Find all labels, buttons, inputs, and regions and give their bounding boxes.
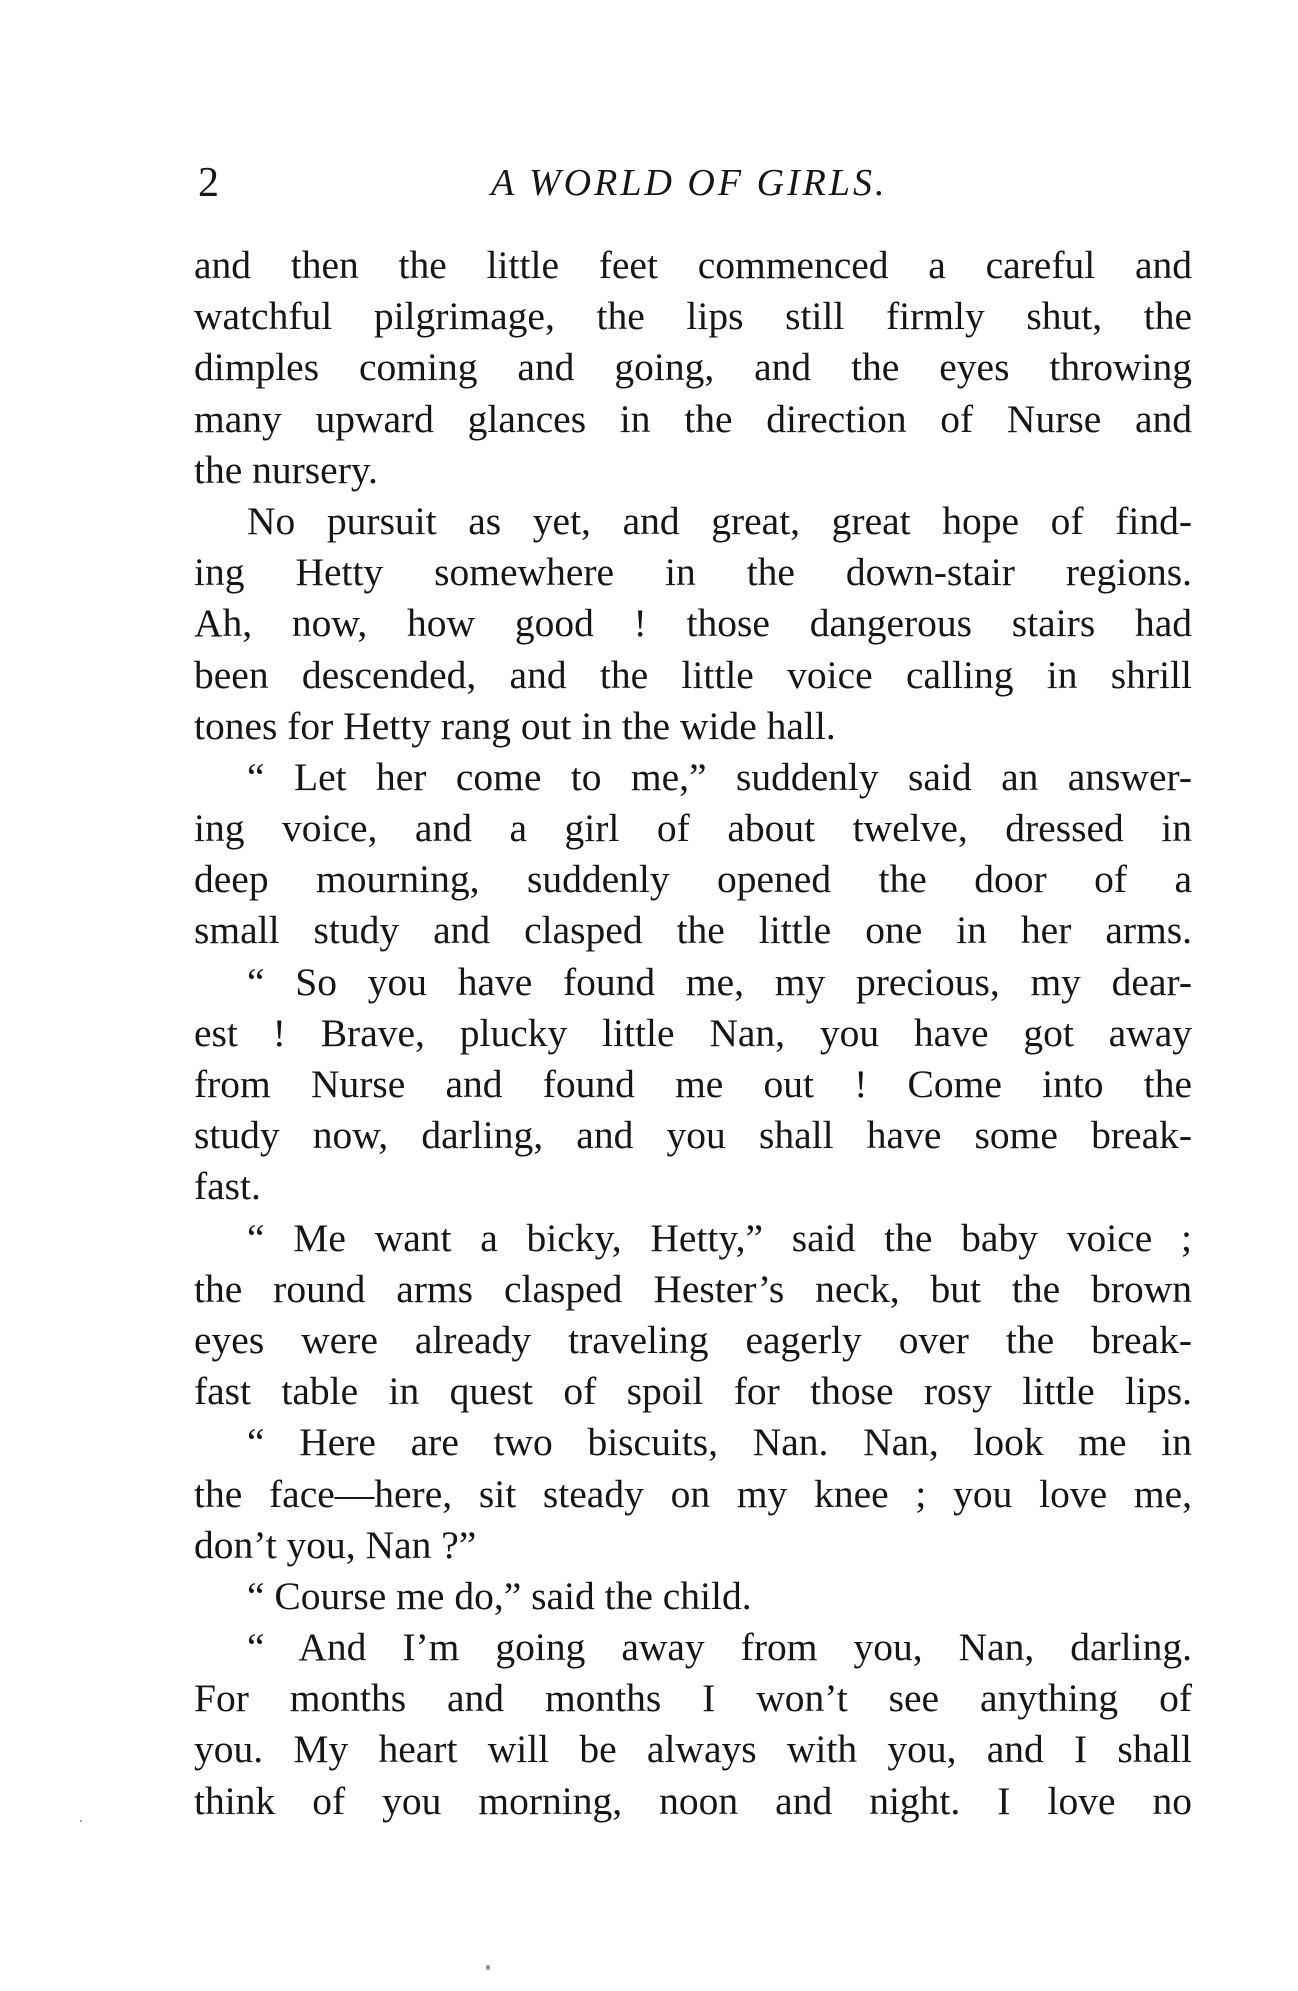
text-line: Ah, now, how good ! those dangerous stairs had: [194, 601, 1192, 646]
text-line: “ Let her come to me,” suddenly said an answer-: [247, 754, 1192, 799]
paper-speck: [486, 1965, 490, 1970]
text-line: est ! Brave, plucky little Nan, you have got away: [194, 1010, 1192, 1055]
text-line: from Nurse and found me out ! Come into the: [194, 1062, 1192, 1106]
text-line: ing Hetty somewhere in the down-stair regions.: [194, 550, 1192, 595]
page-header: [198, 158, 1198, 208]
text-line: the nursery.: [194, 447, 378, 492]
text-line: dimples coming and going, and the eyes throwing: [194, 345, 1192, 390]
text-line: “ So you have found me, my precious, my dear-: [247, 959, 1192, 1004]
text-line: and then the little feet commenced a careful and: [194, 243, 1192, 287]
text-line: For months and months I won’t see anything of: [194, 1676, 1192, 1721]
running-title: A WORLD OF GIRLS.: [491, 162, 888, 204]
text-line: fast.: [194, 1164, 261, 1209]
text-line: “ Me want a bicky, Hetty,” said the baby voice ;: [247, 1215, 1192, 1260]
text-line: many upward glances in the direction of Nurse and: [194, 396, 1192, 441]
text-line: tones for Hetty rang out in the wide hall.: [194, 703, 836, 748]
text-line: study now, darling, and you shall have some break-: [194, 1113, 1192, 1158]
body-text: [194, 240, 1192, 1827]
text-line: fast table in quest of spoil for those rosy little lips.: [194, 1369, 1192, 1414]
text-line: small study and clasped the little one in her arms.: [194, 908, 1192, 953]
text-line: “ And I’m going away from you, Nan, darling.: [247, 1625, 1192, 1670]
text-line: eyes were already traveling eagerly over the break-: [194, 1317, 1192, 1362]
text-line: No pursuit as yet, and great, great hope of find-: [247, 498, 1192, 543]
page-number: 2: [198, 160, 219, 206]
text-line: deep mourning, suddenly opened the door of a: [194, 857, 1192, 902]
text-line: “ Course me do,” said the child.: [247, 1573, 752, 1618]
text-line: watchful pilgrimage, the lips still firmly shut, the: [194, 294, 1192, 339]
text-line: the face—here, sit steady on my knee ; you love me,: [194, 1471, 1192, 1516]
text-line: don’t you, Nan ?”: [194, 1522, 477, 1567]
text-line: the round arms clasped Hester’s neck, but the brown: [194, 1266, 1192, 1311]
text-line: think of you morning, noon and night. I love no: [194, 1778, 1192, 1823]
text-line: been descended, and the little voice calling in shrill: [194, 652, 1192, 697]
paper-speck: [80, 1820, 82, 1822]
text-line: “ Here are two biscuits, Nan. Nan, look me in: [247, 1420, 1192, 1465]
text-line: you. My heart will be always with you, and I shall: [194, 1727, 1192, 1772]
text-line: ing voice, and a girl of about twelve, dressed in: [194, 806, 1192, 851]
